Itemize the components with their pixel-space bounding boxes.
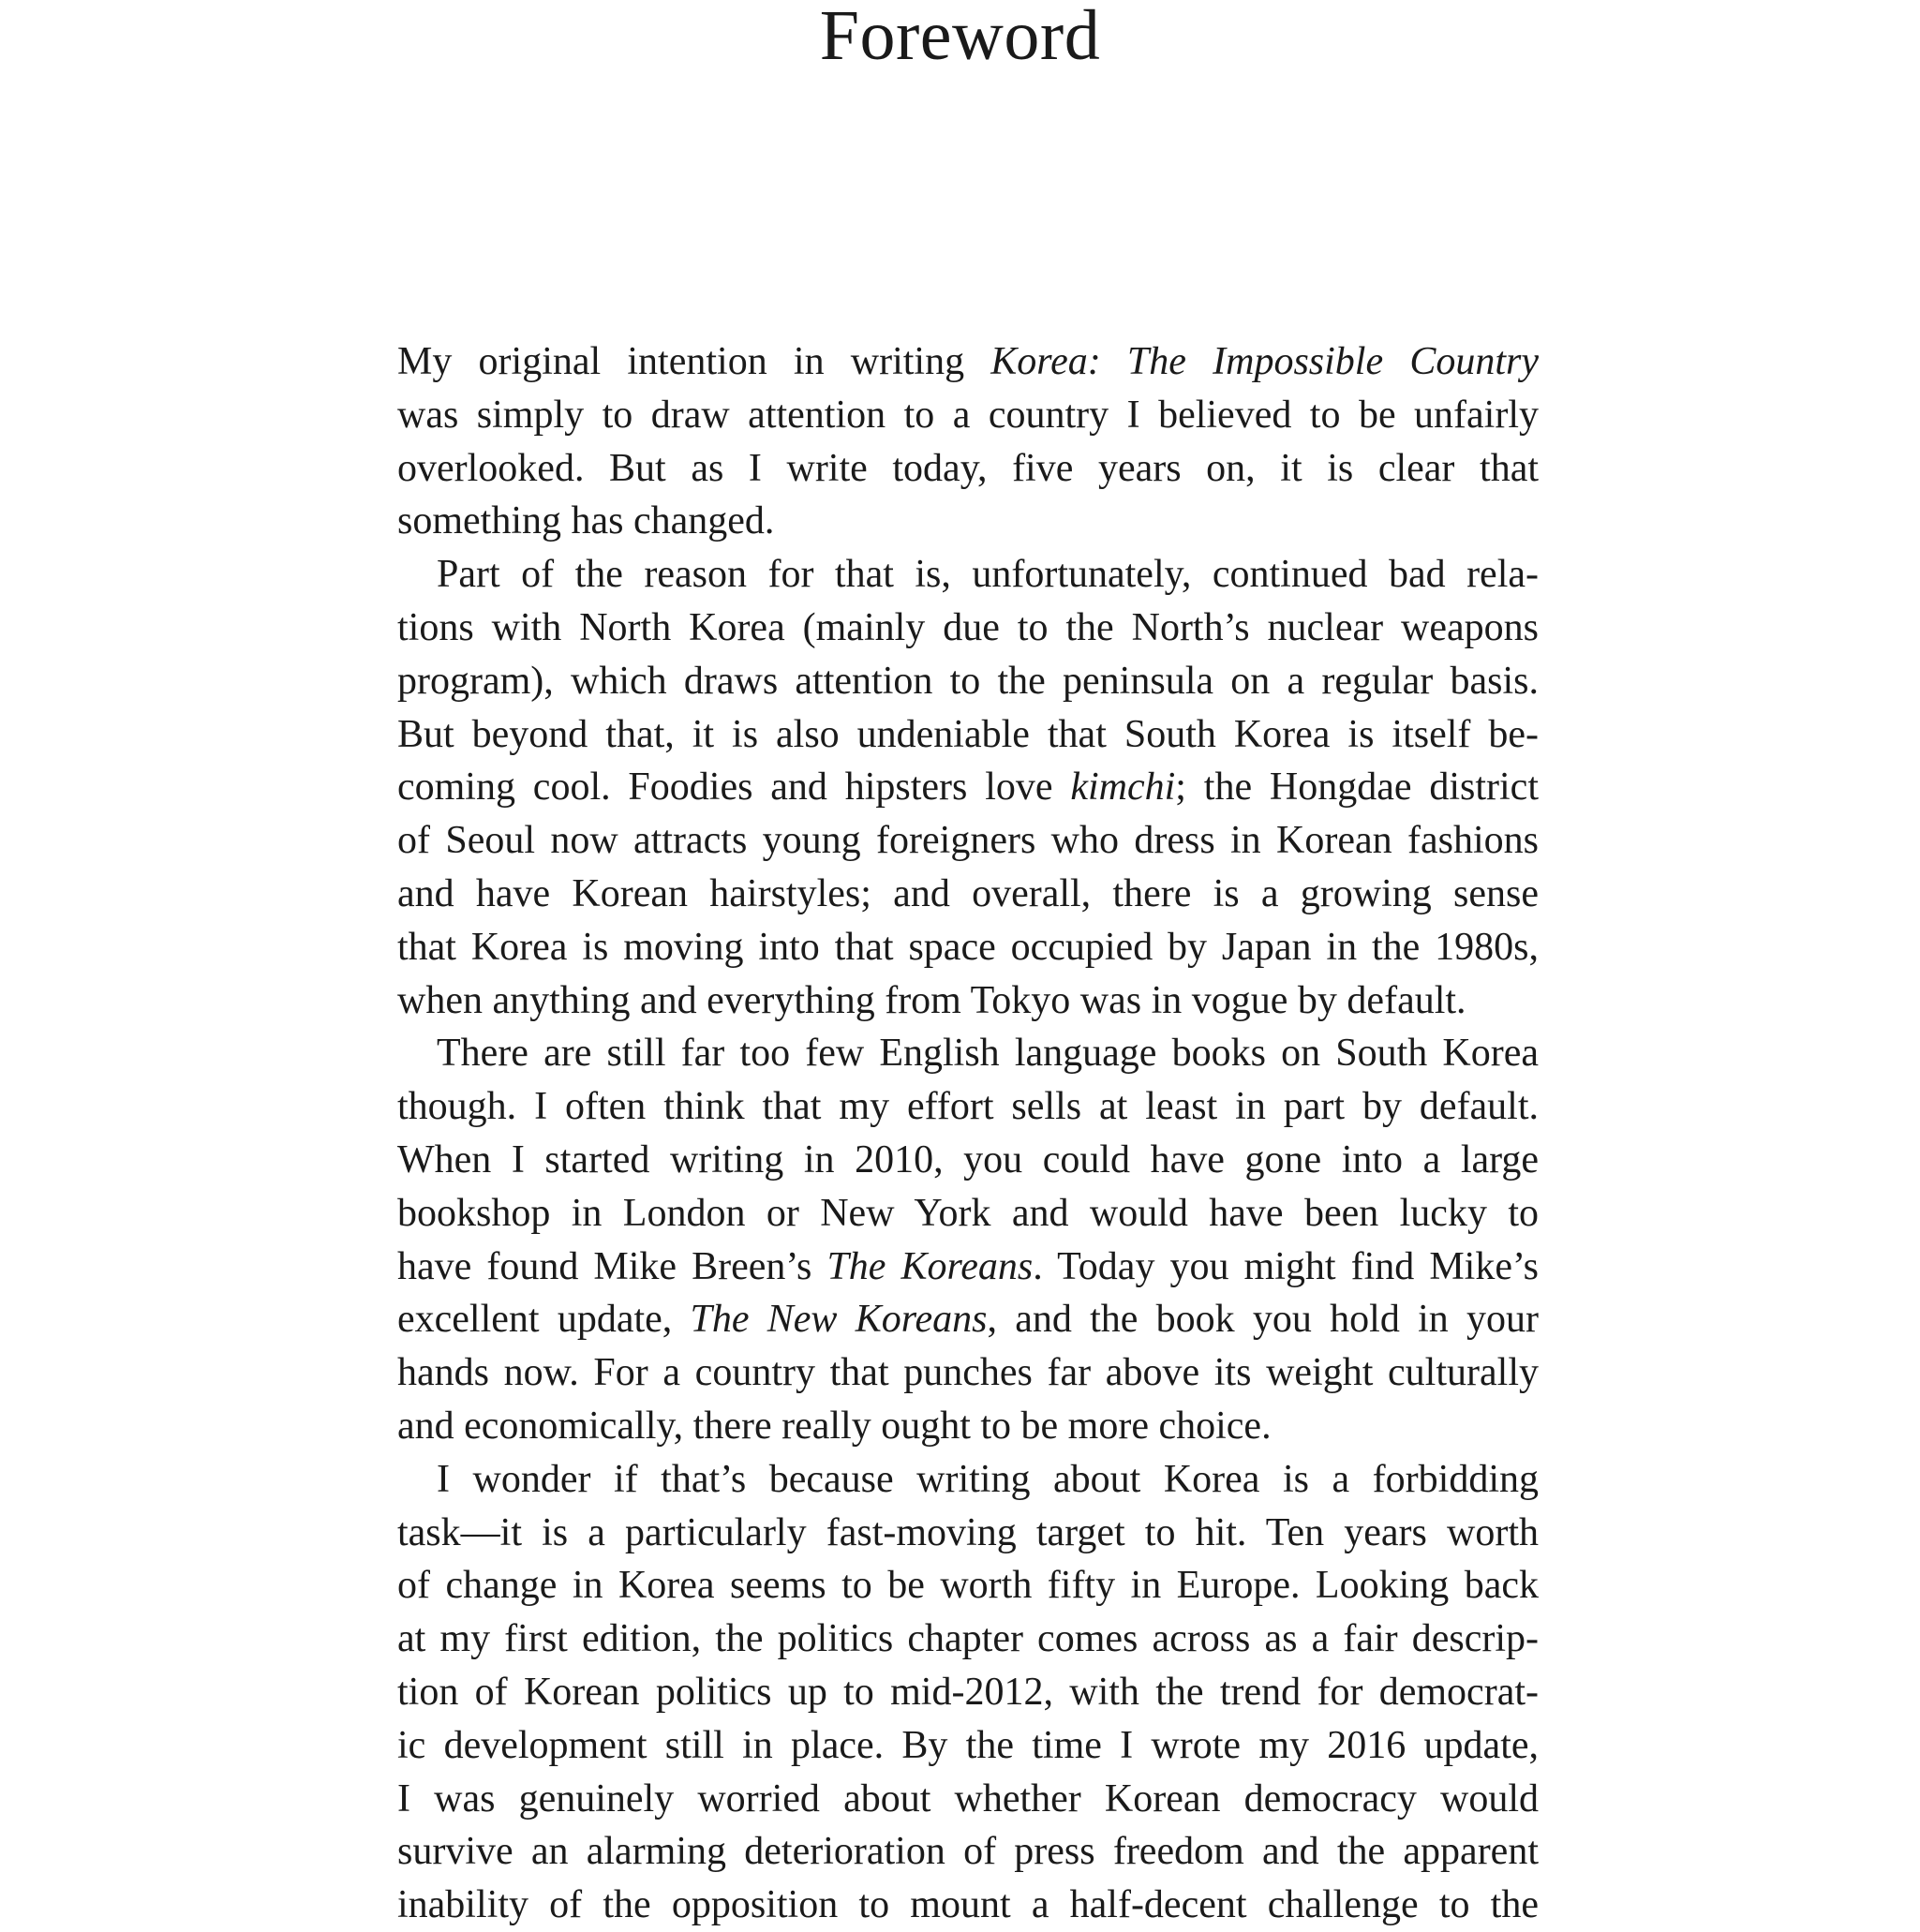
text-line: have found Mike Breen’s The Koreans. Today you might find Mike’s (397, 1244, 1539, 1288)
paragraph-2 (397, 548, 1539, 1027)
book-title-italic: The Koreans (826, 1244, 1034, 1288)
text-line: tions with North Korea (mainly due to the North’s nuclear weapons (397, 605, 1539, 649)
paragraph-1 (397, 335, 1539, 548)
text-line: coming cool. Foodies and hipsters love kimchi; the Hongdae district (397, 765, 1539, 810)
text-line: inability of the opposition to mount a half-decent challenge to the (397, 1883, 1539, 1927)
book-title-italic: The New Koreans (690, 1298, 988, 1342)
paragraph-3 (397, 1027, 1539, 1452)
text-line: tion of Korean politics up to mid-2012, with the trend for democrat- (397, 1670, 1539, 1714)
text-line: was simply to draw attention to a country I believed to be unfairly (397, 393, 1539, 437)
text-line: I wonder if that’s because writing about Korea is a forbidding (437, 1457, 1539, 1501)
text-line: though. I often think that my effort sells at least in part by default. (397, 1085, 1539, 1129)
italic-word: kimchi (1070, 765, 1176, 810)
text-line: Part of the reason for that is, unfortunately, continued bad rela- (437, 553, 1539, 597)
text-line: of change in Korea seems to be worth fifty in Europe. Looking back (397, 1564, 1539, 1608)
page-title: Foreword (819, 0, 1101, 75)
text-line: of Seoul now attracts young foreigners who dress in Korean fashions (397, 819, 1539, 863)
text-line: excellent update, The New Koreans, and the book you hold in your (397, 1298, 1539, 1342)
text-line: My original intention in writing Korea: The Impossible Country (397, 340, 1539, 383)
body-text (397, 335, 1539, 1932)
book-title-italic: Korea: The Impossible Country (990, 340, 1539, 383)
text-line: I was genuinely worried about whether Korean democracy would (397, 1776, 1539, 1821)
text-line: that Korea is moving into that space occupied by Japan in the 1980s, (397, 925, 1539, 969)
text-line: hands now. For a country that punches far above its weight culturally (397, 1351, 1539, 1395)
text-line: There are still far too few English language books on South Korea (437, 1032, 1539, 1076)
text-line: survive an alarming deterioration of press freedom and the apparent (397, 1830, 1539, 1874)
text-line: when anything and everything from Tokyo was in vogue by default. (397, 978, 1466, 1022)
text-line: But beyond that, it is also undeniable that South Korea is itself be- (397, 712, 1539, 756)
text-line: something has changed. (397, 499, 775, 543)
text-line: at my first edition, the politics chapter comes across as a fair descrip- (397, 1617, 1539, 1661)
text-line: When I started writing in 2010, you could have gone into a large (397, 1137, 1539, 1181)
text-line: and have Korean hairstyles; and overall, there is a growing sense (397, 871, 1539, 915)
text-line: program), which draws attention to the peninsula on a regular basis. (397, 659, 1539, 703)
text-line: overlooked. But as I write today, five years on, it is clear that (397, 446, 1539, 490)
text-line: ic development still in place. By the time I wrote my 2016 update, (397, 1723, 1539, 1767)
text-line: bookshop in London or New York and would have been lucky to (397, 1191, 1539, 1235)
text-line: task—it is a particularly fast-moving target to hit. Ten years worth (397, 1510, 1539, 1554)
paragraph-4 (397, 1453, 1539, 1932)
text-line: and economically, there really ought to be more choice. (397, 1404, 1272, 1448)
